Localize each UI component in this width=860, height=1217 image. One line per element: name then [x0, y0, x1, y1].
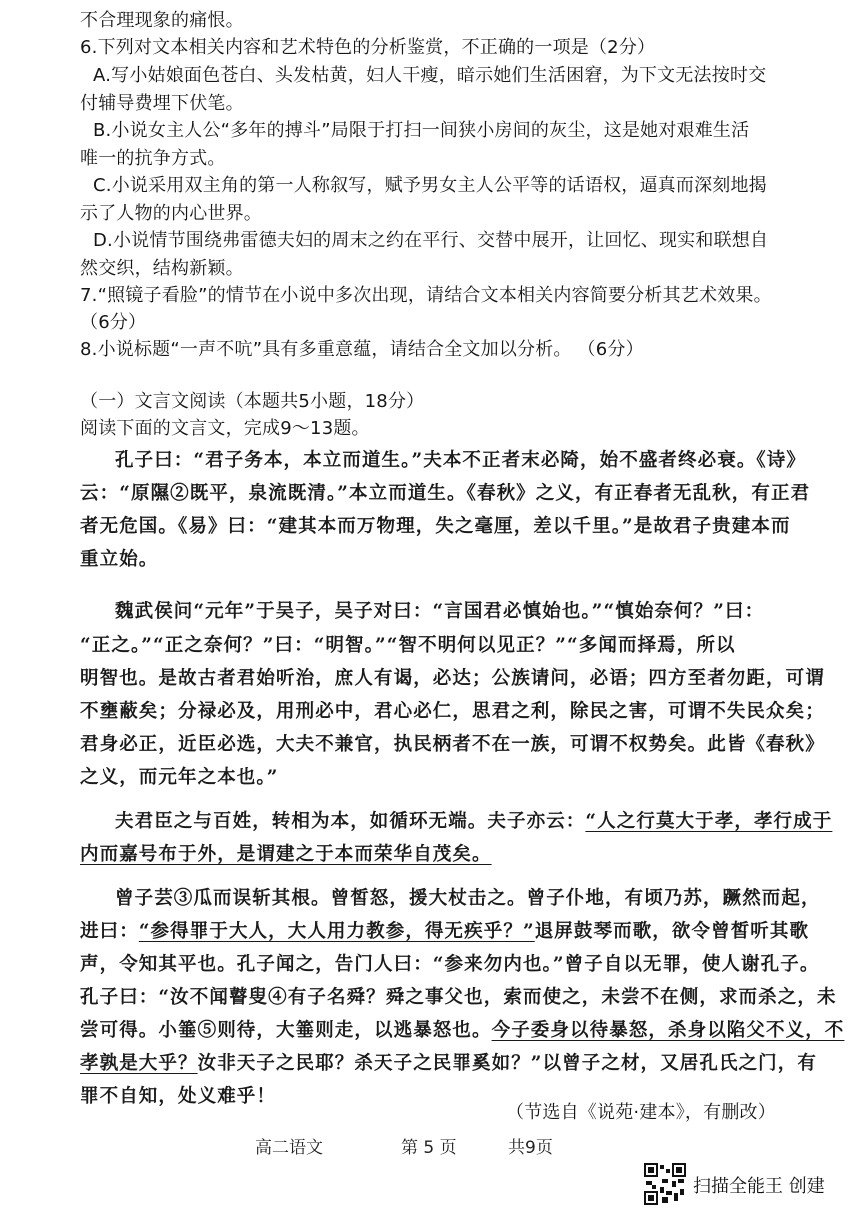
option-b-cont: 唯一的抗争方式。	[80, 148, 226, 169]
classical-line: “正之。”“正之奈何？”曰：“明智。”“智不明何以见正？”“多闻而择焉，所以	[80, 635, 736, 656]
underlined-quote: “参得罪于大人，大人用力教参，得无疾乎？”	[138, 921, 535, 942]
classical-line	[115, 813, 832, 832]
option-a: A.写小姑娘面色苍白、头发枯黄，妇人干瘦，暗示她们生活困窘，为下文无法按时交	[93, 65, 767, 86]
classical-line	[80, 923, 809, 942]
classical-text: 进曰：	[80, 921, 139, 942]
option-c-cont: 示了人物的内心世界。	[80, 203, 262, 224]
option-a-cont: 付辅导费埋下伏笔。	[80, 93, 244, 114]
classical-line	[80, 846, 492, 865]
classical-line	[80, 1055, 817, 1074]
underlined-sentence-cont: 内而嘉号布于外，是谓建之于本而荣华自茂矣。	[80, 844, 492, 865]
option-c: C.小说采用双主角的第一人称叙写，赋予男女主人公平等的话语权，逼真而深刻地揭	[93, 175, 767, 196]
question-8: 8.小说标题“一声不吭”具有多重意蕴，请结合全文加以分析。 （6分）	[80, 339, 644, 360]
classical-line: 之义，而元年之本也。”	[80, 767, 279, 788]
classical-line: 君身必正，近臣必选，大夫不兼官，执民柄者不在一族，可谓不权势矣。此皆《春秋》	[80, 734, 825, 755]
classical-line: 云：“原隰②既平，泉流既清。”本立而道生。《春秋》之义，有正春者无乱秋，有正君	[80, 483, 811, 504]
classical-line	[80, 1022, 844, 1041]
classical-text: 退屏鼓琴而歌，欲令曾皙听其歌	[534, 921, 810, 942]
footer-page-number: 5	[423, 1138, 435, 1158]
option-b: B.小说女主人公“多年的搏斗”局限于打扫一间狭小房间的灰尘，这是她对艰难生活	[93, 120, 750, 141]
classical-text: 汝非天子之民耶？杀天子之民罪奚如？”以曾子之材，又居孔氏之门，有	[197, 1053, 817, 1074]
footer-page-prefix: 第	[401, 1138, 418, 1158]
option-d-cont: 然交织，结构新颖。	[80, 258, 244, 279]
classical-line: 曾子芸③瓜而误斩其根。曾皙怒，援大杖击之。曾子仆地，有顷乃苏，蹶然而起，	[115, 888, 821, 909]
classical-line: 魏武侯问“元年”于吴子，吴子对曰：“言国君必慎始也。”“慎始奈何？”曰：	[115, 601, 765, 622]
option-d: D.小说情节围绕弗雷德夫妇的周末之约在平行、交替中展开，让回忆、现实和联想自	[93, 230, 769, 251]
question-6: 6.下列对文本相关内容和艺术特色的分析鉴赏，不正确的一项是（2分）	[80, 37, 656, 58]
classical-line: 明智也。是故古者君始听治，庶人有谒，必达；公族请问，必语；四方至者勿距，可谓	[80, 668, 825, 689]
question-7: 7.“照镜子看脸”的情节在小说中多次出现，请结合文本相关内容简要分析其艺术效果。	[80, 285, 772, 306]
section-instruction: 阅读下面的文言文，完成9～13题。	[80, 418, 370, 439]
classical-text: 尝可得。小箠⑤则待，大箠则走，以逃暴怒也。	[80, 1020, 492, 1041]
section-heading: （一）文言文阅读（本题共5小题，18分）	[80, 391, 425, 412]
source-note: （节选自《说苑·建本》，有删改）	[506, 1102, 776, 1123]
classical-line: 孔子曰：“君子务本，本立而道生。”夫本不正者末必陭，始不盛者终必衰。《诗》	[115, 450, 806, 471]
classical-line: 孔子曰：“汝不闻瞽叟④有子名舜？舜之事父也，索而使之，未尝不在侧，求而杀之，未	[80, 987, 837, 1008]
scanner-watermark: 扫描全能王 创建	[693, 1176, 825, 1197]
footer-page	[401, 1133, 457, 1158]
classical-line: 重立始。	[80, 549, 159, 570]
classical-line: 罪不自知，处义难乎！	[80, 1086, 277, 1107]
classical-line: 声，令知其平也。孔子闻之，告门人曰：“参来勿内也。”曾子自以无罪，使人谢孔子。	[80, 954, 820, 975]
underlined-sentence-2-cont: 孝孰是大乎？	[80, 1053, 198, 1074]
footer-total: 共9页	[508, 1138, 553, 1158]
classical-line: 不壅蔽矣；分禄必及，用刑必中，君心必仁，思君之利，除民之害，可谓不失民众矣；	[80, 701, 825, 722]
footer-subject: 高二语文	[255, 1138, 323, 1158]
text-line: 不合理现象的痛恨。	[80, 10, 244, 31]
underlined-sentence-2: 今子委身以待暴怒，杀身以陷父不义，不	[491, 1020, 845, 1041]
qr-code-icon	[644, 1163, 686, 1205]
question-7-score: （6分）	[80, 312, 147, 333]
underlined-sentence: “人之行莫大于孝，孝行成于	[585, 811, 833, 832]
classical-text: 夫君臣之与百姓，转相为本，如循环无端。夫子亦云：	[115, 811, 586, 832]
classical-line: 者无危国。《易》曰：“建其本而万物理，失之毫厘，差以千里。”是故君子贵建本而	[80, 516, 791, 537]
footer-page-suffix: 页	[439, 1138, 457, 1158]
